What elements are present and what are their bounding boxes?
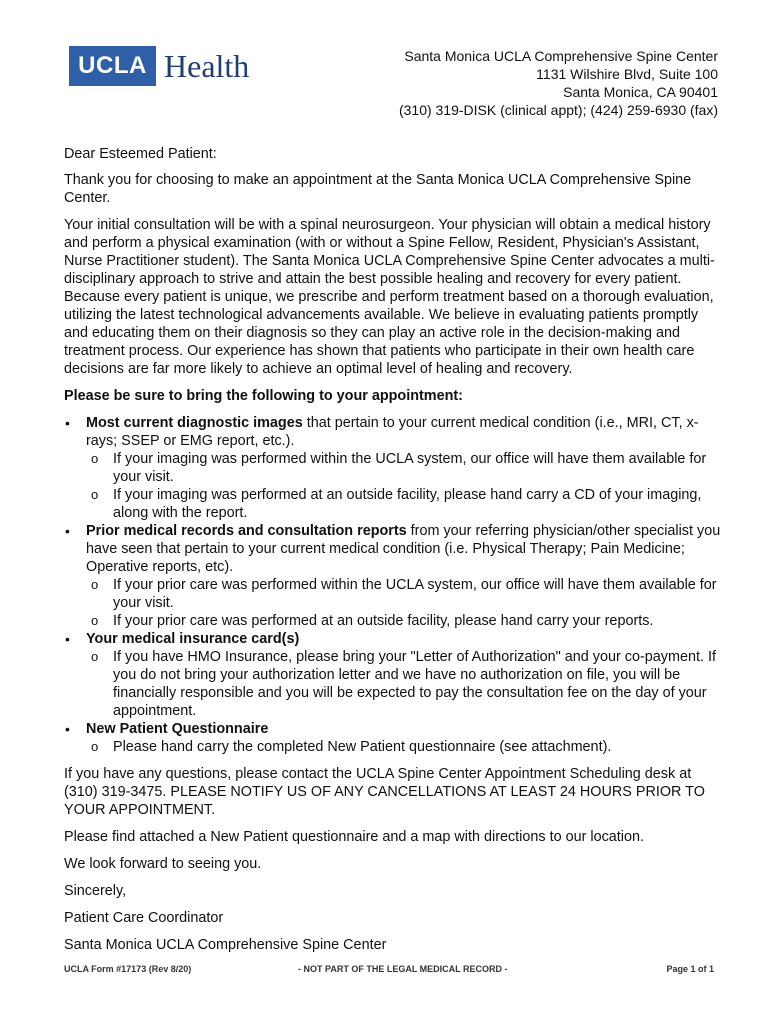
bring-item-text: that pertain to your current medical condition (i.e., MRI, CT, x-rays; SSEP or EMG report, etc.). [86, 415, 699, 449]
ucla-logo-box: UCLA [69, 46, 156, 86]
bring-sublist [86, 576, 726, 630]
bring-item-insurance [64, 630, 726, 720]
bring-item-title: Your medical insurance card(s) [86, 631, 300, 647]
paragraph-questions: If you have any questions, please contact the UCLA Spine Center Appointment Scheduling desk at (310) 319-3475. PLEASE NOTIFY US OF ANY CANCELLATIONS AT LEAST 24 HOURS PRIOR TO YOUR APPOINTMENT. [64, 766, 705, 818]
bring-item-images [64, 414, 726, 522]
bring-list [64, 414, 726, 756]
page-number: Page 1 of 1 [666, 964, 714, 974]
bring-list-heading: Please be sure to bring the following to your appointment: [64, 388, 463, 404]
bring-sublist [86, 450, 726, 522]
bring-subitem: o Please hand carry the completed New Patient questionnaire (see attachment). [86, 738, 726, 756]
bring-item-title: New Patient Questionnaire [86, 721, 269, 737]
bring-subitem: o If your imaging was performed at an outside facility, please hand carry a CD of your imaging, along with the report. [86, 486, 726, 522]
form-number: UCLA Form #17173 (Rev 8/20) [64, 964, 192, 974]
bring-item-questionnaire [64, 720, 726, 756]
bring-subitem: o If your prior care was performed at an outside facility, please hand carry your reports. [86, 612, 726, 630]
address-line-city: Santa Monica, CA 90401 [563, 84, 718, 100]
letter-body [64, 145, 726, 963]
bring-subitem: o If you have HMO Insurance, please bring your "Letter of Authorization" and your co-payment. If you do not bring your authorization letter and we have no authorization on file, you will be financially responsible and you will be expected to pay the consultation fee on the day of your appointment. [86, 648, 726, 720]
legal-notice: - NOT PART OF THE LEGAL MEDICAL RECORD - [298, 964, 508, 974]
closing: Sincerely, [64, 883, 127, 899]
address-line-phone: (310) 319-DISK (clinical appt); (424) 259-6930 (fax) [398, 102, 718, 118]
signature-title: Patient Care Coordinator [64, 910, 224, 926]
paragraph-consultation: Your initial consultation will be with a spinal neurosurgeon. Your physician will obtain a medical history and perform a physical examination (with or without a Spine Fellow, Resident, Physician's Assistant, Nurse Practitioner student). The Santa Monica UCLA Comprehensive Spine Center advocates a multi-disciplinary approach to strive and attain the best possible healing and recovery for every patient. Because every patient is unique, we prescribe and perform treatment based on a thorough evaluation, utilizing the latest technological advancements available. We believe in evaluating patients promptly and educating them on their diagnosis so they can play an active role in the decision-making and treatment process. Our experience has shown that patients who participate in their own health care decisions are far more likely to achieve an optimal level of healing and recovery. [64, 217, 715, 377]
bring-sublist [86, 648, 726, 720]
center-address [399, 47, 718, 119]
ucla-health-logo [69, 46, 249, 86]
salutation: Dear Esteemed Patient: [64, 146, 217, 162]
bring-subitem: o If your prior care was performed within the UCLA system, our office will have them available for your visit. [86, 576, 726, 612]
signature-organization: Santa Monica UCLA Comprehensive Spine Center [64, 937, 387, 953]
bring-sublist [86, 738, 726, 756]
health-logo-word: Health [164, 48, 250, 84]
bring-item-records [64, 522, 726, 630]
address-line-center: Santa Monica UCLA Comprehensive Spine Center [404, 48, 718, 64]
bring-item-title: Prior medical records and consultation reports [86, 523, 407, 539]
paragraph-closing-remark: We look forward to seeing you. [64, 856, 262, 872]
bring-item-text: from your referring physician/other specialist you have seen that pertain to your current medical condition (i.e. Physical Therapy; Pain Medicine; Operative reports, etc). [86, 523, 721, 575]
paragraph-attachments: Please find attached a New Patient questionnaire and a map with directions to our location. [64, 829, 644, 845]
address-line-street: 1131 Wilshire Blvd, Suite 100 [536, 66, 718, 82]
bring-item-title: Most current diagnostic images [86, 415, 303, 431]
paragraph-thanks: Thank you for choosing to make an appointment at the Santa Monica UCLA Comprehensive Spine Center. [64, 172, 692, 206]
bring-subitem: o If your imaging was performed within the UCLA system, our office will have them available for your visit. [86, 450, 726, 486]
